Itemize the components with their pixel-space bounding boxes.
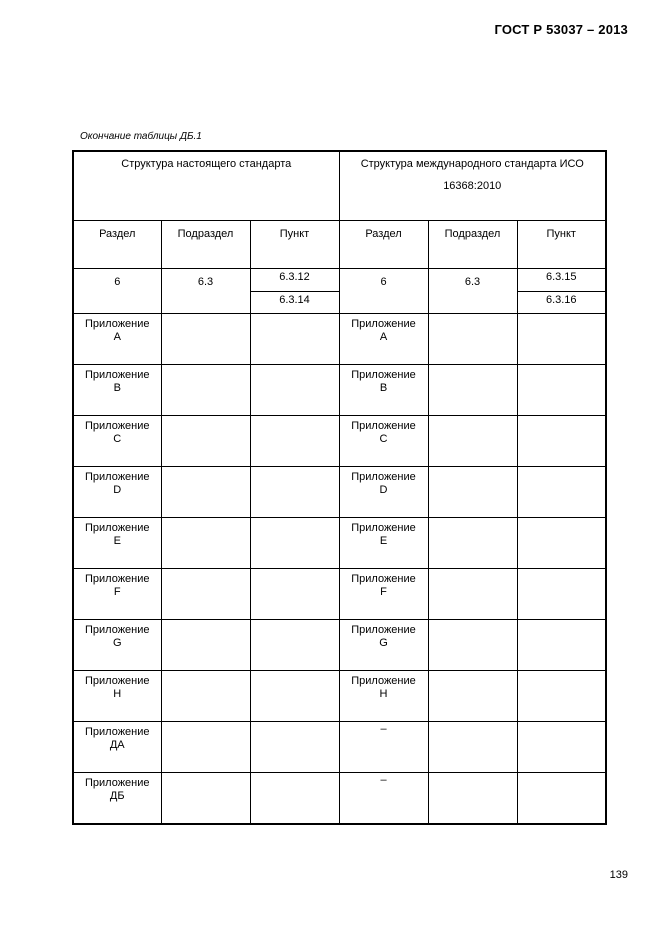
empty-cell xyxy=(428,314,517,365)
table-cell xyxy=(339,773,428,825)
appendix-label: С xyxy=(379,433,388,445)
table-row xyxy=(73,773,606,825)
table-cell: 6.3 xyxy=(464,276,481,288)
table-cell xyxy=(339,518,428,569)
table-cell xyxy=(73,671,161,722)
table-row xyxy=(73,314,606,365)
table-cell: 6.3.14 xyxy=(251,291,339,314)
appendix-label: Приложение xyxy=(351,624,416,636)
page-number: 139 xyxy=(609,869,628,881)
empty-cell xyxy=(250,518,339,569)
table-row xyxy=(73,518,606,569)
table-cell xyxy=(339,620,428,671)
table-cell xyxy=(339,671,428,722)
empty-cell xyxy=(428,620,517,671)
appendix-label: Приложение xyxy=(84,777,150,789)
appendix-label: Н xyxy=(379,688,388,700)
column-header: Подраздел xyxy=(161,221,250,269)
appendix-label: Приложение xyxy=(84,420,150,432)
appendix-label: Приложение xyxy=(351,675,416,687)
document-code-header: ГОСТ Р 53037 – 2013 xyxy=(494,22,628,37)
empty-cell xyxy=(428,773,517,825)
empty-cell xyxy=(517,365,606,416)
table-cell xyxy=(339,416,428,467)
table-cell: 6.3 xyxy=(197,276,214,288)
appendix-label: Е xyxy=(113,535,121,547)
table-row xyxy=(73,569,606,620)
appendix-label: ДБ xyxy=(109,790,125,802)
empty-cell xyxy=(161,620,250,671)
appendix-label: ДА xyxy=(109,739,125,751)
table-cell xyxy=(73,467,161,518)
empty-cell xyxy=(161,365,250,416)
empty-cell xyxy=(161,722,250,773)
empty-cell xyxy=(428,722,517,773)
empty-cell xyxy=(428,365,517,416)
empty-cell xyxy=(250,467,339,518)
column-header: Раздел xyxy=(73,221,161,269)
table-cell xyxy=(73,773,161,825)
empty-cell xyxy=(428,416,517,467)
empty-cell xyxy=(517,314,606,365)
table-cell xyxy=(73,314,161,365)
empty-cell xyxy=(161,518,250,569)
table-cell xyxy=(339,569,428,620)
appendix-label: Приложение xyxy=(351,318,416,330)
appendix-label: Приложение xyxy=(351,369,416,381)
table-cell xyxy=(73,569,161,620)
appendix-label: Приложение xyxy=(84,726,150,738)
appendix-label: Приложение xyxy=(84,675,150,687)
appendix-label: G xyxy=(112,637,122,649)
table-row xyxy=(73,269,606,314)
table-cell xyxy=(73,518,161,569)
appendix-label: Приложение xyxy=(351,573,416,585)
table-cell: 6 xyxy=(114,276,121,288)
empty-cell xyxy=(428,467,517,518)
group-header-iso-line2: 16368:2010 xyxy=(443,180,502,192)
table-cell: 6.3.12 xyxy=(279,271,310,283)
empty-cell xyxy=(250,416,339,467)
empty-cell xyxy=(250,314,339,365)
appendix-label: А xyxy=(379,331,388,343)
empty-cell xyxy=(428,569,517,620)
appendix-label: Приложение xyxy=(351,420,416,432)
empty-cell xyxy=(161,314,250,365)
appendix-label: Приложение xyxy=(84,522,150,534)
appendix-label: В xyxy=(113,382,121,394)
empty-cell xyxy=(517,671,606,722)
column-header: Подраздел xyxy=(428,221,517,269)
table-cell: 6.3.16 xyxy=(518,291,606,314)
empty-cell xyxy=(517,722,606,773)
empty-cell xyxy=(517,518,606,569)
empty-cell xyxy=(517,416,606,467)
empty-cell xyxy=(517,620,606,671)
appendix-label: Приложение xyxy=(351,522,416,534)
table-cell: 6.3.15 xyxy=(545,271,577,283)
column-header: Пункт xyxy=(250,221,339,269)
group-header-iso-line1: Структура международного стандарта ИСО xyxy=(360,158,584,170)
table-cell xyxy=(73,722,161,773)
table-row xyxy=(73,416,606,467)
empty-cell xyxy=(161,416,250,467)
empty-cell xyxy=(250,569,339,620)
appendix-label: А xyxy=(113,331,121,343)
empty-cell xyxy=(428,671,517,722)
appendix-label: Приложение xyxy=(84,573,150,585)
empty-cell xyxy=(161,467,250,518)
empty-cell xyxy=(250,671,339,722)
appendix-label: – xyxy=(380,774,387,786)
appendix-label: F xyxy=(113,586,121,598)
empty-cell xyxy=(250,773,339,825)
empty-cell xyxy=(250,365,339,416)
column-header: Пункт xyxy=(517,221,606,269)
table-row xyxy=(73,722,606,773)
table-cell xyxy=(339,314,428,365)
table-caption: Окончание таблицы ДБ.1 xyxy=(80,131,202,142)
appendix-label: G xyxy=(379,637,388,649)
appendix-label: Е xyxy=(379,535,388,547)
appendix-label: Н xyxy=(113,688,122,700)
table-cell xyxy=(73,620,161,671)
empty-cell xyxy=(161,569,250,620)
appendix-label: В xyxy=(379,382,388,394)
empty-cell xyxy=(517,569,606,620)
empty-cell xyxy=(517,467,606,518)
appendix-label: D xyxy=(113,484,122,496)
table-row xyxy=(73,365,606,416)
appendix-label: Приложение xyxy=(84,471,150,483)
group-header-current-standard: Структура настоящего стандарта xyxy=(73,151,339,221)
correspondence-table xyxy=(72,150,607,825)
empty-cell xyxy=(250,620,339,671)
table-cell xyxy=(339,467,428,518)
empty-cell xyxy=(161,773,250,825)
appendix-label: Приложение xyxy=(351,471,416,483)
group-header-iso-standard xyxy=(339,151,606,221)
appendix-label: – xyxy=(380,723,387,735)
appendix-label: Приложение xyxy=(84,624,150,636)
empty-cell xyxy=(517,773,606,825)
appendix-label: D xyxy=(379,484,388,496)
table-row xyxy=(73,671,606,722)
table-row xyxy=(73,467,606,518)
table-cell: 6 xyxy=(380,276,387,288)
appendix-label: F xyxy=(380,586,387,598)
table-cell xyxy=(73,416,161,467)
appendix-label: Приложение xyxy=(84,369,150,381)
table-cell xyxy=(339,365,428,416)
appendix-label: С xyxy=(113,433,122,445)
empty-cell xyxy=(428,518,517,569)
empty-cell xyxy=(250,722,339,773)
table-cell xyxy=(339,722,428,773)
table-row xyxy=(73,620,606,671)
column-header: Раздел xyxy=(339,221,428,269)
appendix-label: Приложение xyxy=(84,318,150,330)
table-cell xyxy=(73,365,161,416)
empty-cell xyxy=(161,671,250,722)
